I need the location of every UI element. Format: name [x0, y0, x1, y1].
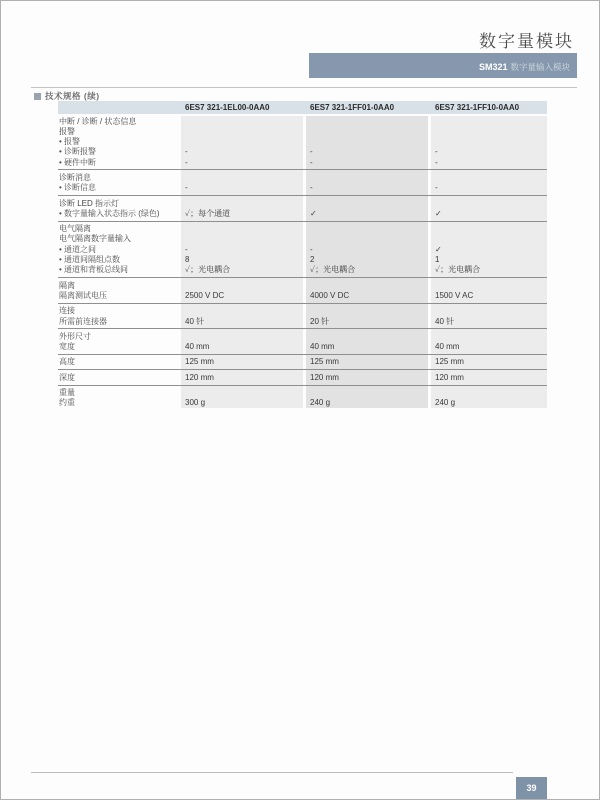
spec-value: 40 针	[435, 316, 455, 326]
empty-cell	[431, 280, 547, 290]
spec-value: 8	[185, 255, 190, 265]
section-header: 连接	[59, 306, 75, 316]
spec-value: ✓	[435, 244, 442, 254]
spec-table	[58, 101, 547, 408]
spec-label: • 报警	[59, 137, 81, 147]
spec-value: 1500 V AC	[435, 290, 474, 300]
spec-label: 所需前连接器	[59, 316, 107, 326]
spec-value: ✓；光电耦合	[185, 265, 231, 275]
column-header: 6ES7 321-1FF01-0AA0	[306, 101, 431, 114]
footer-divider	[31, 772, 513, 773]
empty-cell	[431, 224, 547, 234]
product-banner	[309, 53, 577, 78]
section-header: 诊断 LED 指示灯	[59, 198, 120, 208]
spec-value: -	[310, 244, 313, 254]
empty-cell	[181, 388, 306, 398]
spec-label: • 诊断报警	[59, 147, 97, 157]
spec-value: -	[435, 183, 438, 193]
empty-cell	[306, 224, 431, 234]
page-number: 39	[516, 777, 547, 800]
spec-value: ✓	[435, 208, 442, 218]
spec-grid	[58, 101, 547, 408]
empty-cell	[306, 172, 431, 182]
spec-value: 125 mm	[310, 357, 339, 367]
empty-cell	[181, 331, 306, 341]
empty-cell	[306, 126, 431, 136]
spec-value: -	[435, 157, 438, 167]
spec-label: • 诊断信息	[59, 183, 97, 193]
section-header: 外形尺寸	[59, 331, 91, 341]
section-header: 重量	[59, 388, 75, 398]
spec-label: 高度	[59, 357, 75, 367]
section-divider	[58, 328, 547, 329]
spec-value: 40 针	[185, 316, 205, 326]
spec-value: 40 mm	[185, 342, 210, 352]
spec-label: 隔离测试电压	[59, 290, 107, 300]
spec-value	[181, 137, 306, 147]
product-category: 数字量输入模块	[510, 62, 570, 72]
header-divider	[31, 87, 577, 88]
spec-value: 125 mm	[185, 357, 214, 367]
spec-value: ✓；光电耦合	[310, 265, 356, 275]
section-header: 电气隔离数字量输入	[59, 234, 131, 244]
empty-cell	[431, 116, 547, 126]
empty-cell	[306, 116, 431, 126]
section-header: 隔离	[59, 280, 75, 290]
spec-label: • 通道和背板总线间	[59, 265, 129, 275]
section-header: 诊断消息	[59, 172, 91, 182]
spec-value: -	[310, 157, 313, 167]
spec-value	[306, 137, 431, 147]
section-divider	[58, 277, 547, 278]
empty-cell	[181, 306, 306, 316]
empty-cell	[306, 388, 431, 398]
spec-value: 300 g	[185, 398, 206, 408]
spec-label: 宽度	[59, 342, 75, 352]
empty-cell	[431, 198, 547, 208]
spec-value: ✓	[310, 208, 317, 218]
empty-cell	[431, 306, 547, 316]
spec-value: -	[185, 147, 188, 157]
spec-value: 2500 V DC	[185, 290, 225, 300]
empty-cell	[181, 172, 306, 182]
spec-label: • 数字量输入状态指示 (绿色)	[59, 208, 160, 218]
section-heading-label: 技术规格 (续)	[45, 91, 100, 101]
section-divider	[58, 385, 547, 386]
empty-cell	[306, 280, 431, 290]
section-divider	[58, 169, 547, 170]
column-header-empty	[58, 101, 181, 114]
spec-value: -	[310, 183, 313, 193]
empty-cell	[181, 280, 306, 290]
spec-value: 40 mm	[435, 342, 460, 352]
section-header: 电气隔离	[59, 224, 91, 234]
spec-value: 20 针	[310, 316, 330, 326]
empty-cell	[181, 126, 306, 136]
column-header: 6ES7 321-1EL00-0AA0	[181, 101, 306, 114]
empty-cell	[306, 198, 431, 208]
spec-value: 40 mm	[310, 342, 335, 352]
spec-value: 1	[435, 255, 440, 265]
section-divider	[58, 195, 547, 196]
spec-label: • 通道之间	[59, 244, 97, 254]
spec-value: ✓；每个通道	[185, 208, 231, 218]
empty-cell	[431, 126, 547, 136]
square-bullet-icon	[34, 93, 41, 100]
empty-cell	[431, 234, 547, 244]
spec-value: 2	[310, 255, 315, 265]
spec-value: -	[435, 147, 438, 157]
product-code: SM321	[478, 62, 508, 72]
empty-cell	[431, 388, 547, 398]
spec-value: -	[310, 147, 313, 157]
empty-cell	[306, 331, 431, 341]
page-title: 数字量模块	[479, 32, 574, 52]
empty-cell	[181, 234, 306, 244]
section-divider	[58, 221, 547, 222]
empty-cell	[431, 331, 547, 341]
spec-value: -	[185, 183, 188, 193]
spec-value: -	[185, 157, 188, 167]
spec-value: 125 mm	[435, 357, 464, 367]
empty-cell	[431, 172, 547, 182]
column-header: 6ES7 321-1FF10-0AA0	[431, 101, 547, 114]
section-header: 报警	[59, 126, 75, 136]
spec-label: 深度	[59, 372, 75, 382]
spec-value: 240 g	[310, 398, 331, 408]
spec-value	[431, 137, 547, 147]
spec-label: • 硬件中断	[59, 157, 97, 167]
section-divider	[58, 303, 547, 304]
spec-label: 约重	[59, 398, 75, 408]
empty-cell	[181, 198, 306, 208]
empty-cell	[306, 306, 431, 316]
spec-value: 120 mm	[185, 372, 214, 382]
spec-value: 120 mm	[435, 372, 464, 382]
spec-value: 120 mm	[310, 372, 339, 382]
empty-cell	[181, 116, 306, 126]
spec-value: ✓；光电耦合	[435, 265, 481, 275]
spec-value: 4000 V DC	[310, 290, 350, 300]
spec-value: -	[185, 244, 188, 254]
empty-cell	[181, 224, 306, 234]
section-divider	[58, 369, 547, 370]
section-header: 中断 / 诊断 / 状态信息	[59, 116, 137, 126]
spec-label: • 通道间隔组点数	[59, 255, 121, 265]
spec-value: 240 g	[435, 398, 456, 408]
empty-cell	[306, 234, 431, 244]
section-divider	[58, 354, 547, 355]
